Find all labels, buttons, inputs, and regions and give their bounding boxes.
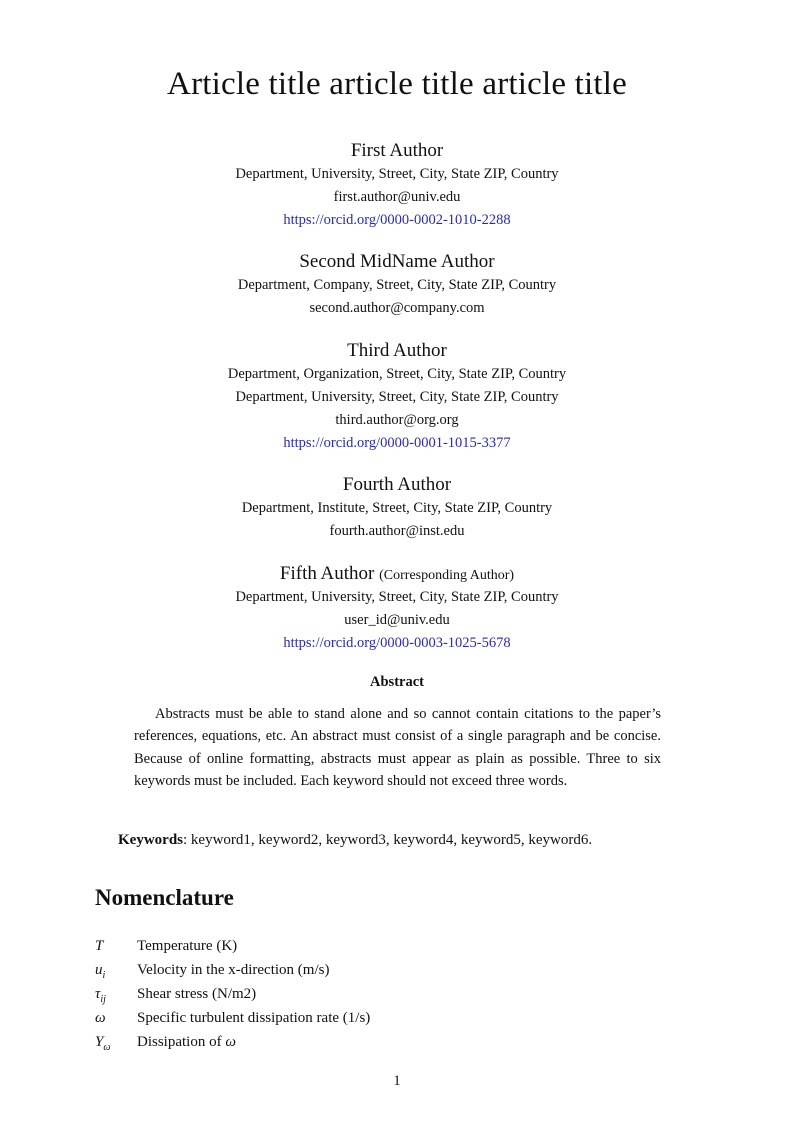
author-name-row [0,562,794,586]
corresponding-author-note: (Corresponding Author) [379,568,515,583]
author-name: First Author [350,140,444,161]
author-orcid-link[interactable]: https://orcid.org/0000-0002-1010-2288 [283,212,511,228]
nomenclature-symbol: $u_i$ [95,962,106,981]
author-name: Third Author [347,340,447,361]
author-affiliation: Department, Organization, Street, City, State ZIP, Country [227,366,567,382]
nomenclature-item [95,958,370,982]
article-title: Article title article title article title [167,66,627,102]
author-orcid-link[interactable]: https://orcid.org/0000-0003-1025-5678 [283,635,511,651]
nomenclature-item [95,1030,370,1054]
author-email: third.author@org.org [335,412,459,428]
keywords-label: Keywords [118,832,183,848]
keywords-separator: : [183,832,191,848]
author-block-1 [0,139,794,232]
author-affiliation: Department, University, Street, City, State ZIP, Country [235,389,559,405]
keywords-line [118,832,718,849]
author-affiliation: Department, Company, Street, City, State ZIP, Country [237,277,557,293]
nomenclature-description: Velocity in the x-direction (m/s) [137,962,330,978]
nomenclature-item [95,982,370,1006]
nomenclature-description: Temperature (K) [137,938,238,954]
keywords-list: keyword1, keyword2, keyword3, keyword4, keyword5, keyword6. [190,832,593,848]
author-block-4 [0,473,794,543]
nomenclature-item [95,934,370,958]
author-email: first.author@univ.edu [333,189,461,205]
author-orcid-link[interactable]: https://orcid.org/0000-0001-1015-3377 [283,435,511,451]
author-block-3 [0,339,794,455]
author-affiliation: Department, University, Street, City, State ZIP, Country [235,589,559,605]
nomenclature-symbol: $\tau_{ij}$ [95,986,106,1005]
author-affiliation: Department, Institute, Street, City, State ZIP, Country [241,500,553,516]
nomenclature-heading: Nomenclature [95,885,234,910]
nomenclature-symbol: ω [95,1010,106,1026]
nomenclature-list [95,934,370,1054]
nomenclature-description: Specific turbulent dissipation rate (1/s) [137,1010,371,1026]
abstract-text: Abstracts must be able to stand alone and so cannot contain citations to the paper’s references, equations, etc. An abstract must consist of a single paragraph and be concise. Because of online formatting, abstracts must appear as plain as possible. Three to six keywords must be included. Each keyword should not exceed three words. [134,706,661,790]
nomenclature-symbol: $Y_\omega$ [95,1034,111,1053]
author-name: Fifth Author [279,563,375,584]
page-number: 1 [393,1073,401,1089]
author-email: fourth.author@inst.edu [329,523,465,539]
author-email: second.author@company.com [309,300,485,316]
nomenclature-description: Dissipation of ω [137,1034,236,1050]
nomenclature-item [95,1006,370,1030]
author-block-5 [0,562,794,655]
nomenclature-symbol: T [95,938,104,954]
author-name: Fourth Author [342,474,452,495]
author-block-2 [0,250,794,320]
author-email: user_id@univ.edu [344,612,450,628]
abstract-heading: Abstract [370,674,424,690]
nomenclature-description: Shear stress (N/m2) [137,986,257,1002]
author-affiliation: Department, University, Street, City, State ZIP, Country [235,166,559,182]
author-name: Second MidName Author [299,251,495,272]
